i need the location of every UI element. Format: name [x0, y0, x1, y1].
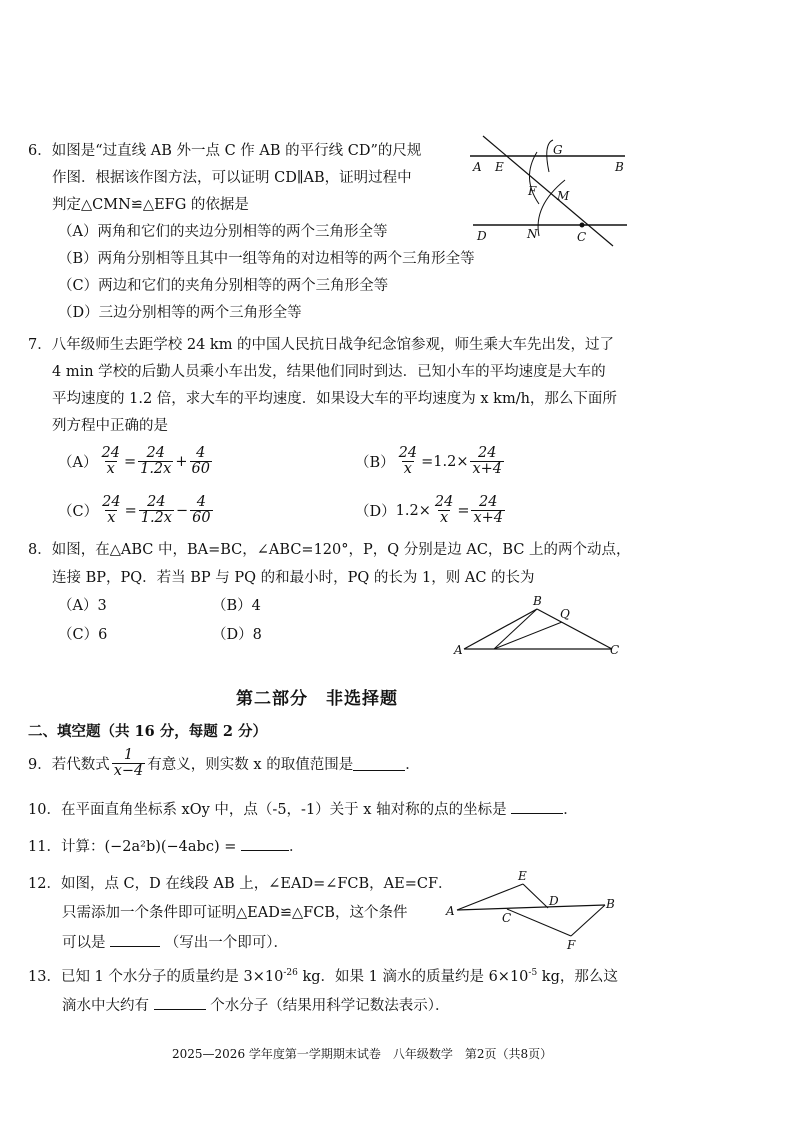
q7-line4: 列方程中正确的是: [52, 418, 168, 434]
q6-line1: 6．如图是“过直线 AB 外一点 C 作 AB 的平行线 CD”的尺规: [28, 143, 422, 159]
q12-line3: 可以是 （写出一个即可）．: [62, 932, 288, 953]
point-c: [580, 223, 585, 228]
q12-figure: [445, 868, 620, 952]
q6-line2: 作图．根据该作图方法，可以证明 CD∥AB，证明过程中: [52, 170, 412, 186]
label-e: E: [495, 160, 504, 174]
q13-answer-blank[interactable]: [154, 995, 206, 1010]
q10: 10．在平面直角坐标系 xOy 中，点（-5，-1）关于 x 轴对称的点的坐标是 ．: [28, 799, 578, 820]
label-g: G: [553, 143, 563, 157]
q9: 9． 若代数式 $\frac{1}{x-4}$ 有意义，则实数 x 的取值范围是 ．: [28, 747, 420, 779]
q8-option-a: （A）3: [58, 598, 107, 614]
side-bc: [537, 609, 612, 649]
label-b: B: [606, 897, 615, 911]
q11: 11．计算：(−2a²b)(−4abc) = ．: [28, 836, 304, 857]
q8-line2: 连接 BP，PQ．若当 BP 与 PQ 的和最小时，PQ 的长为 1，则 AC 的长为: [52, 570, 535, 586]
q6-figure: [465, 128, 635, 250]
segment-cf: [507, 909, 571, 936]
q6-option-d: （D）三边分别相等的两个三角形全等: [58, 305, 302, 321]
q6-option-b: （B）两角分别相等且其中一组等角的对边相等的两个三角形全等: [58, 251, 475, 267]
transversal: [483, 136, 613, 246]
label-a: A: [473, 160, 482, 174]
segment-ed: [523, 884, 548, 908]
fill-blank-heading: 二、填空题（共 16 分，每题 2 分）: [28, 723, 267, 740]
label-f: F: [528, 184, 537, 198]
segment-pq: [494, 622, 562, 649]
part-two-title: 第二部分 非选择题: [236, 689, 398, 709]
q8-figure: [452, 592, 627, 660]
q11-answer-blank[interactable]: [241, 836, 289, 851]
label-b: B: [533, 594, 542, 608]
label-q: Q: [560, 607, 570, 621]
segment-ab: [457, 905, 605, 910]
q6-line3: 判定△CMN≌△EFG 的依据是: [52, 197, 249, 213]
q12-line1: 12．如图，点 C，D 在线段 AB 上，∠EAD=∠FCB，AE=CF．: [28, 876, 453, 892]
label-d: D: [477, 229, 487, 243]
q9-answer-blank[interactable]: [353, 756, 405, 771]
q7-option-d: （D） 1.2× $\frac{24}{x}$ = $\frac{24}{x+4}$: [355, 494, 504, 526]
q6-option-a: （A）两角和它们的夹边分别相等的两个三角形全等: [58, 224, 388, 240]
label-c: C: [577, 230, 587, 244]
q7-option-a: （A） $\frac{24}{x}$ = $\frac{24}{1.2x}$ + $\frac{4}{60}$: [58, 445, 210, 477]
q6-option-c: （C）两边和它们的夹角分别相等的两个三角形全等: [58, 278, 389, 294]
q8-line1: 8．如图，在△ABC 中，BA=BC，∠ABC=120°，P，Q 分别是边 AC，BC 上的两个动点，: [28, 542, 631, 558]
label-f: F: [567, 938, 576, 952]
q13-line2: 滴水中大约有 个水分子（结果用科学记数法表示）．: [62, 995, 449, 1016]
label-b: B: [615, 160, 624, 174]
q12-answer-blank[interactable]: [110, 932, 160, 947]
label-a: A: [446, 904, 455, 918]
q13-line1: 13．已知 1 个水分子的质量约是 $3\times 10^{-26}$ kg．如果 1 滴水的质量约是 $6\times 10^{-5}$ kg，那么这: [28, 968, 618, 985]
q12-line2: 只需添加一个条件即可证明△EAD≌△FCB，这个条件: [62, 905, 408, 921]
label-d: D: [549, 894, 559, 908]
label-c: C: [610, 643, 620, 657]
segment-ae: [457, 884, 523, 910]
q8-option-c: （C）6: [58, 627, 108, 643]
label-n: N: [527, 227, 538, 241]
q10-answer-blank[interactable]: [511, 799, 563, 814]
label-a: A: [454, 643, 463, 657]
q7-option-c: （C） $\frac{24}{x}$ = $\frac{24}{1.2x}$ − $\frac{4}{60}$: [58, 494, 211, 526]
q8-option-b: （B）4: [212, 598, 261, 614]
q8-option-d: （D）8: [212, 627, 262, 643]
label-e: E: [518, 869, 527, 883]
label-c: C: [502, 911, 512, 925]
q7-line2: 4 min 学校的后勤人员乘小车出发，结果他们同时到达．已知小车的平均速度是大车的: [52, 364, 606, 380]
label-m: M: [557, 189, 570, 203]
q7-line3: 平均速度的 1.2 倍，求大车的平均速度．如果设大车的平均速度为 x km/h，那么下面所: [52, 391, 617, 407]
segment-fb: [571, 905, 605, 936]
page-footer: 2025—2026 学年度第一学期期末试卷 八年级数学 第2页（共8页）: [172, 1047, 553, 1061]
q7-option-b: （B） $\frac{24}{x}$ =1.2× $\frac{24}{x+4}$: [355, 445, 503, 477]
q7-line1: 7．八年级师生去距学校 24 km 的中国人民抗日战争纪念馆参观，师生乘大车先出发，过了: [28, 337, 615, 353]
